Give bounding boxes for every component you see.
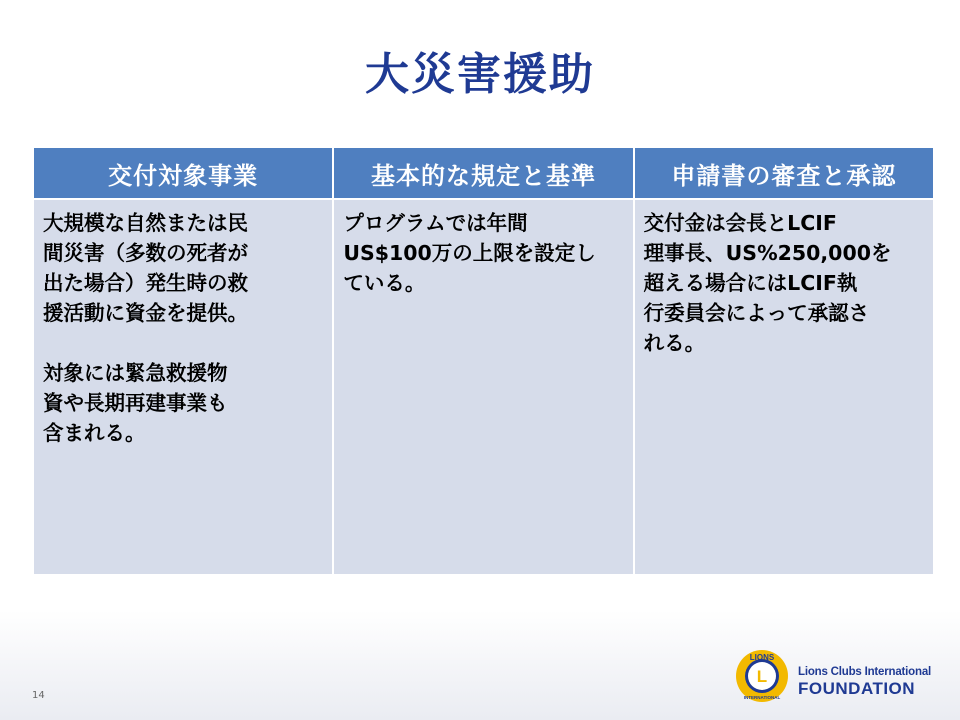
lions-emblem-icon bbox=[734, 648, 790, 704]
cell-basic-rules: プログラムでは年間 US$100万の上限を設定し ている。 bbox=[333, 199, 633, 575]
svg-text:LIONS: LIONS bbox=[749, 653, 775, 662]
footer-band bbox=[0, 610, 960, 720]
table-header-row bbox=[33, 147, 934, 199]
page-number: 14 bbox=[32, 690, 45, 701]
header-review-approval: 申請書の審査と承認 bbox=[634, 147, 934, 199]
cell-review-approval: 交付金は会長とLCIF 理事長、US%250,000を 超える場合にはLCIF執 行委員会によって承認さ れる。 bbox=[634, 199, 934, 575]
table-row bbox=[33, 199, 934, 575]
logo-foundation: FOUNDATION bbox=[798, 679, 916, 698]
header-eligible-projects: 交付対象事業 bbox=[33, 147, 333, 199]
slide-title: 大災害援助 bbox=[365, 49, 595, 100]
logo-org-name: Lions Clubs International bbox=[798, 666, 932, 678]
svg-text:L: L bbox=[756, 667, 768, 686]
header-basic-rules: 基本的な規定と基準 bbox=[333, 147, 633, 199]
foundation-logo bbox=[798, 666, 938, 699]
cell-eligible-projects: 大規模な自然または民 間災害（多数の死者が 出た場合）発生時の救 援活動に資金を提供。 対象には緊急救援物 資や長期再建事業も 含まれる。 bbox=[33, 199, 333, 575]
svg-text:INTERNATIONAL: INTERNATIONAL bbox=[743, 695, 781, 700]
info-table bbox=[32, 146, 935, 576]
